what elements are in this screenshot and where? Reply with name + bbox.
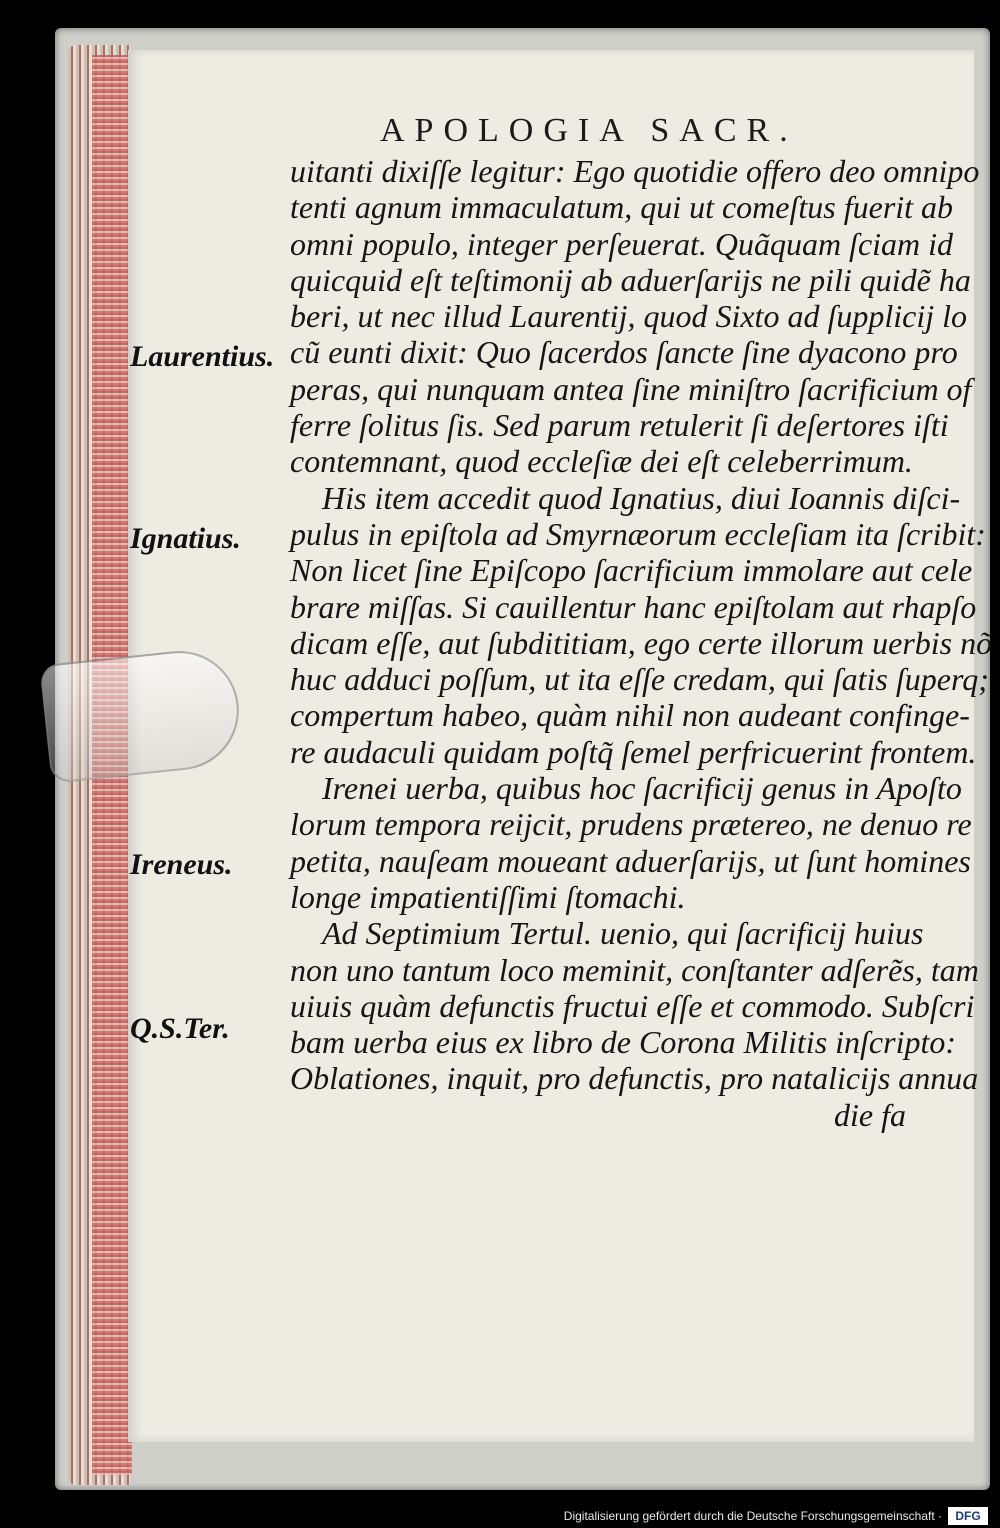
margin-note-ignatius: Ignatius.	[130, 522, 241, 555]
text-line: contemnant, quod eccleſiæ dei eſt celeberrimum.	[290, 443, 913, 480]
text-line: brare miſſas. Si cauillentur hanc epiſtolam aut rhapſo	[290, 588, 977, 625]
text-line: Ad Septimium Tertul. uenio, qui ſacrificij huius	[322, 915, 924, 952]
text-line: pulus in epiſtola ad Smyrnæorum eccleſiam ita ſcribit:	[290, 515, 986, 552]
text-line: lorum tempora reijcit, prudens prætereo, ne denuo re	[290, 806, 972, 843]
margin-note-laurentius: Laurentius.	[130, 340, 275, 373]
text-line: ferre ſolitus ſis. Sed parum retulerit ſi deſertores iſti	[290, 407, 949, 444]
text-line: dicam eſſe, aut ſubdititiam, ego certe illorum uerbis nõ	[290, 624, 993, 661]
text-line: non uno tantum loco meminit, conſtanter adſerẽs, tam	[290, 951, 979, 988]
main-text	[290, 153, 993, 1133]
text-line: tenti agnum immaculatum, qui ut comeſtus fuerit ab	[290, 189, 954, 226]
text-line: His item accedit quod Ignatius, diui Ioannis diſci-	[322, 479, 961, 516]
text-line: bam uerba eius ex libro de Corona Militis inſcripto:	[290, 1024, 957, 1061]
text-line: quicquid eſt teſtimonij ab aduerſarijs ne pili quidẽ ha	[290, 261, 971, 298]
catchword: die fa	[834, 1096, 906, 1133]
text-line: Non licet ſine Epiſcopo ſacrificium immolare aut cele	[290, 552, 973, 589]
margin-note-tertullian: Q.S.Ter.	[130, 1012, 230, 1045]
text-line: compertum habeo, quàm nihil non audeant confinge-	[290, 697, 970, 734]
text-line: Irenei uerba, quibus hoc ſacrificij genus in Apoſto	[322, 770, 962, 807]
text-line: Oblationes, inquit, pro defunctis, pro natalicijs annua	[290, 1060, 979, 1097]
text-line: omni populo, integer perſeuerat. Quãquam ſciam id	[290, 225, 954, 262]
running-head: APOLOGIA SACR.	[380, 112, 798, 149]
text-line: huc adduci poſſum, ut ita eſſe credam, qui ſatis ſuperq;	[290, 661, 989, 698]
margin-note-ireneus: Ireneus.	[130, 848, 233, 881]
text-line: uiuis quàm defunctis fructui eſſe et commodo. Subſcri	[290, 987, 975, 1024]
text-line: peras, qui nunquam antea ſine miniſtro ſacrificium of	[290, 370, 972, 407]
text-line: re audaculi quidam poſtq̃ ſemel perfricuerint frontem.	[290, 733, 977, 770]
dfg-logo: DFG	[948, 1507, 988, 1525]
text-line: beri, ut nec illud Laurentij, quod Sixto ad ſupplicij lo	[290, 298, 967, 335]
text-line: cũ eunti dixit: Quo ſacerdos ſancte ſine dyacono pro	[290, 334, 958, 371]
text-line: petita, nauſeam moueant aduerſarijs, ut ſunt homines	[290, 842, 971, 879]
text-line: uitanti dixiſſe legitur: Ego quotidie offero deo omnipo	[290, 153, 980, 189]
text-line: longe impatientiſſimi ſtomachi.	[290, 878, 686, 915]
funding-notice: Digitalisierung gefördert durch die Deutsche Forschungsgemeinschaft ·	[563, 1509, 942, 1523]
